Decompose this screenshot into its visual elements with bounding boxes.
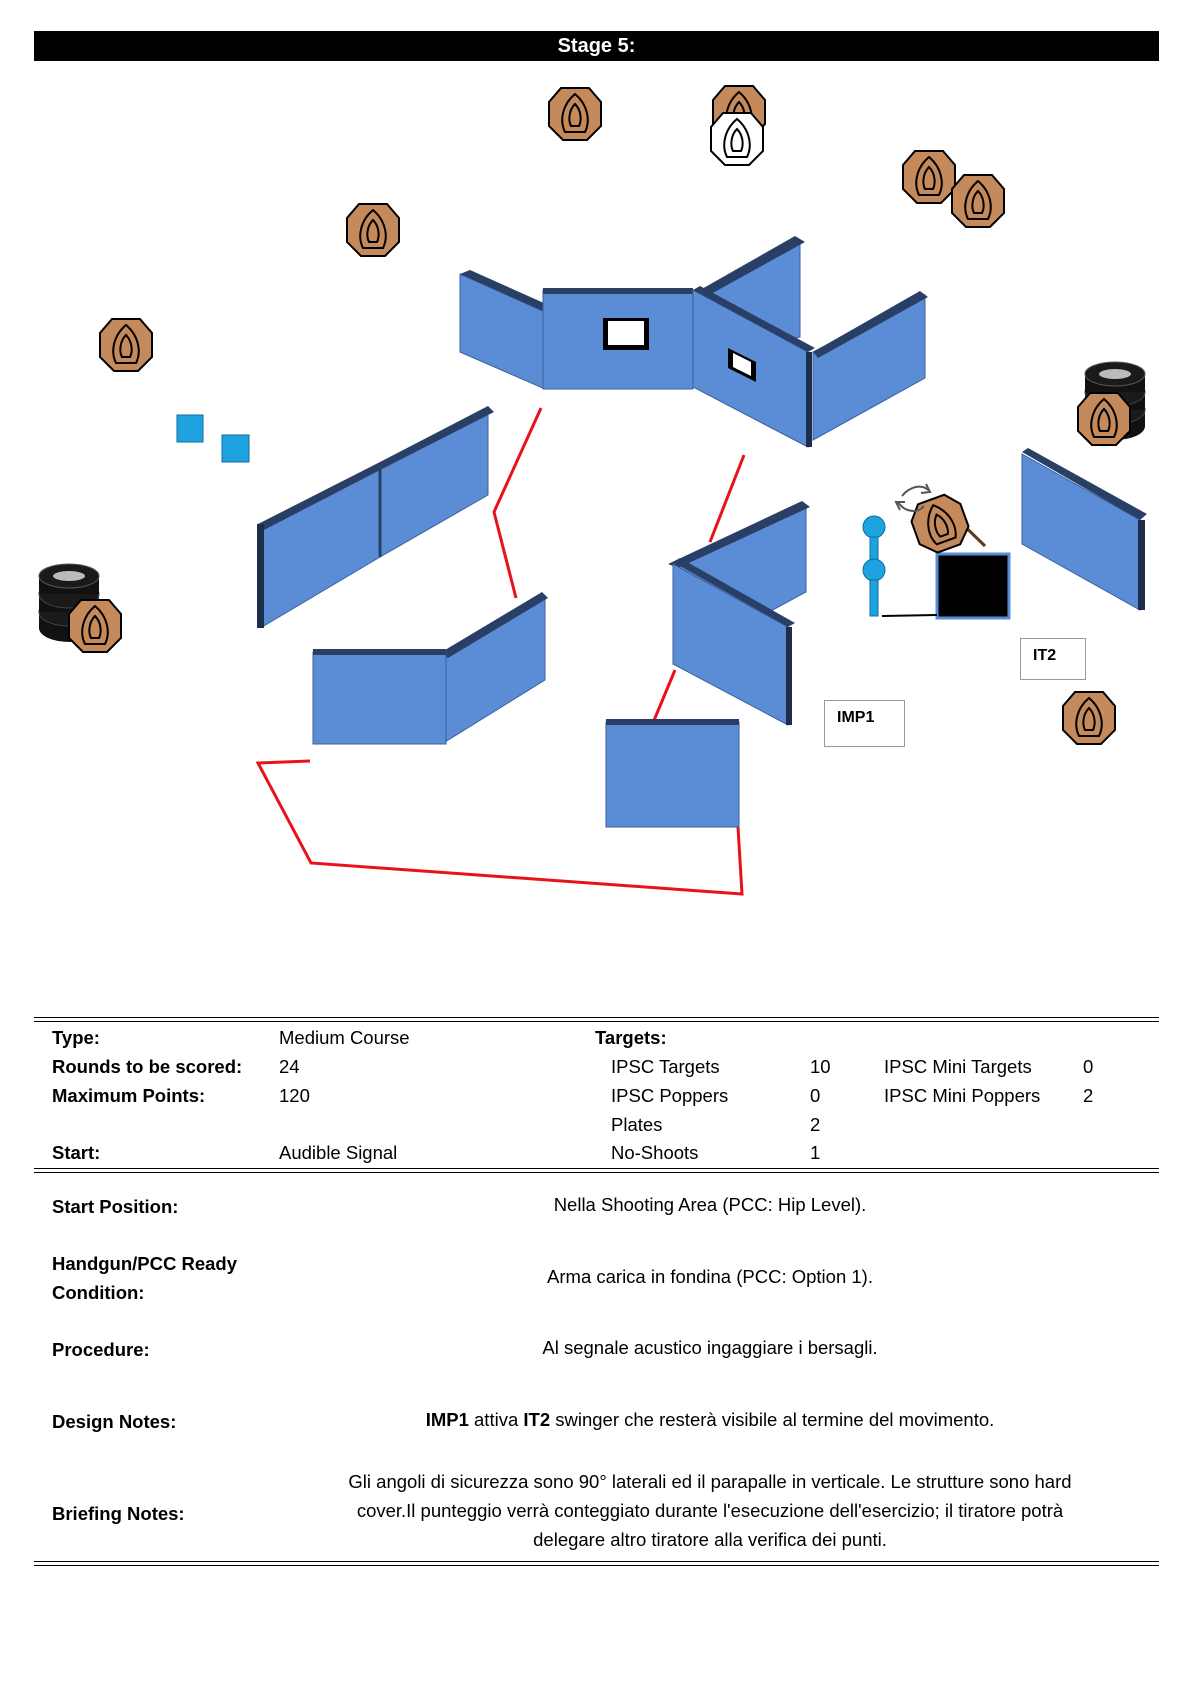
type-value: Medium Course (279, 1027, 410, 1048)
ipsc-target (1078, 393, 1130, 445)
wall-middle-corner (668, 501, 810, 725)
target-count: 2 (810, 1114, 821, 1135)
points-label: Maximum Points: (52, 1085, 206, 1106)
no-shoot-target (711, 113, 763, 165)
ipsc-target (952, 175, 1004, 227)
ipsc-target (100, 319, 152, 371)
design-notes-text: attiva (468, 1409, 524, 1430)
briefing-notes-label: Briefing Notes: (52, 1503, 185, 1524)
divider (34, 1168, 1159, 1169)
ready-condition-label-line1: Handgun/PCC Ready (52, 1253, 238, 1274)
design-notes-imp1: IMP1 (425, 1409, 469, 1430)
ipsc-target (549, 88, 601, 140)
swinger-target (907, 491, 974, 558)
procedure-value: Al segnale acustico ingaggiare i bersagli. (542, 1337, 878, 1358)
design-notes-value (300, 1405, 1120, 1434)
briefing-notes-line: cover.Il punteggio verrà conteggiato durante l'esecuzione dell'esercizio; il tiratore potrà (356, 1500, 1064, 1521)
label-it2: IT2 (1020, 638, 1086, 680)
plate (222, 435, 249, 462)
wall-left-pair (257, 406, 494, 628)
type-label: Type: (52, 1027, 100, 1048)
start-position-label: Start Position: (52, 1196, 179, 1217)
wall-center-front (543, 288, 693, 389)
stage-diagram-svg (0, 62, 1191, 1012)
wall-lower-middle (606, 719, 739, 827)
divider (34, 1021, 1159, 1022)
ipsc-target (903, 151, 955, 203)
design-notes-it2: IT2 (523, 1409, 551, 1430)
stage-diagram (0, 62, 1191, 1012)
wall-lower-left (313, 592, 548, 744)
start-value: Audible Signal (279, 1142, 398, 1163)
wall-center-left (460, 270, 555, 389)
mini-target-count: 2 (1083, 1085, 1094, 1106)
wall-right-short (813, 291, 928, 440)
divider (34, 1017, 1159, 1018)
ready-condition-label-line2: Condition: (52, 1282, 145, 1303)
divider (34, 1172, 1159, 1173)
mini-target-count: 0 (1083, 1056, 1094, 1077)
ready-condition-value: Arma carica in fondina (PCC: Option 1). (547, 1266, 873, 1287)
design-notes-text: swinger che resterà visibile al termine del movimento. (550, 1409, 995, 1430)
stage-title: Stage 5: (34, 31, 1159, 61)
rounds-value: 24 (279, 1056, 300, 1077)
wall-far-right (1022, 448, 1147, 610)
divider (34, 1565, 1159, 1566)
target-name: No-Shoots (611, 1142, 699, 1163)
divider (34, 1561, 1159, 1562)
target-name: IPSC Poppers (611, 1085, 729, 1106)
ipsc-target (69, 600, 121, 652)
targets-label: Targets: (595, 1027, 667, 1048)
target-name: IPSC Targets (611, 1056, 720, 1077)
mini-target-name: IPSC Mini Poppers (884, 1085, 1041, 1106)
briefing-notes-line: delegare altro tiratore alla verifica dei punti. (533, 1529, 887, 1550)
target-count: 0 (810, 1085, 821, 1106)
start-position-value: Nella Shooting Area (PCC: Hip Level). (553, 1194, 867, 1215)
plate (177, 415, 203, 442)
label-imp1: IMP1 (824, 700, 905, 747)
briefing-notes-line: Gli angoli di sicurezza sono 90° laterali ed il parapalle in verticale. Le strutture sono hard (348, 1471, 1072, 1492)
target-count: 1 (810, 1142, 821, 1163)
start-label: Start: (52, 1142, 101, 1163)
mini-popper (863, 559, 885, 616)
target-count: 10 (810, 1056, 831, 1077)
points-value: 120 (279, 1085, 310, 1106)
ipsc-target (347, 204, 399, 256)
target-name: Plates (611, 1114, 663, 1135)
rounds-label: Rounds to be scored: (52, 1056, 243, 1077)
ipsc-target (1063, 692, 1115, 744)
procedure-label: Procedure: (52, 1339, 150, 1360)
design-notes-label: Design Notes: (52, 1411, 177, 1432)
mini-target-name: IPSC Mini Targets (884, 1056, 1032, 1077)
